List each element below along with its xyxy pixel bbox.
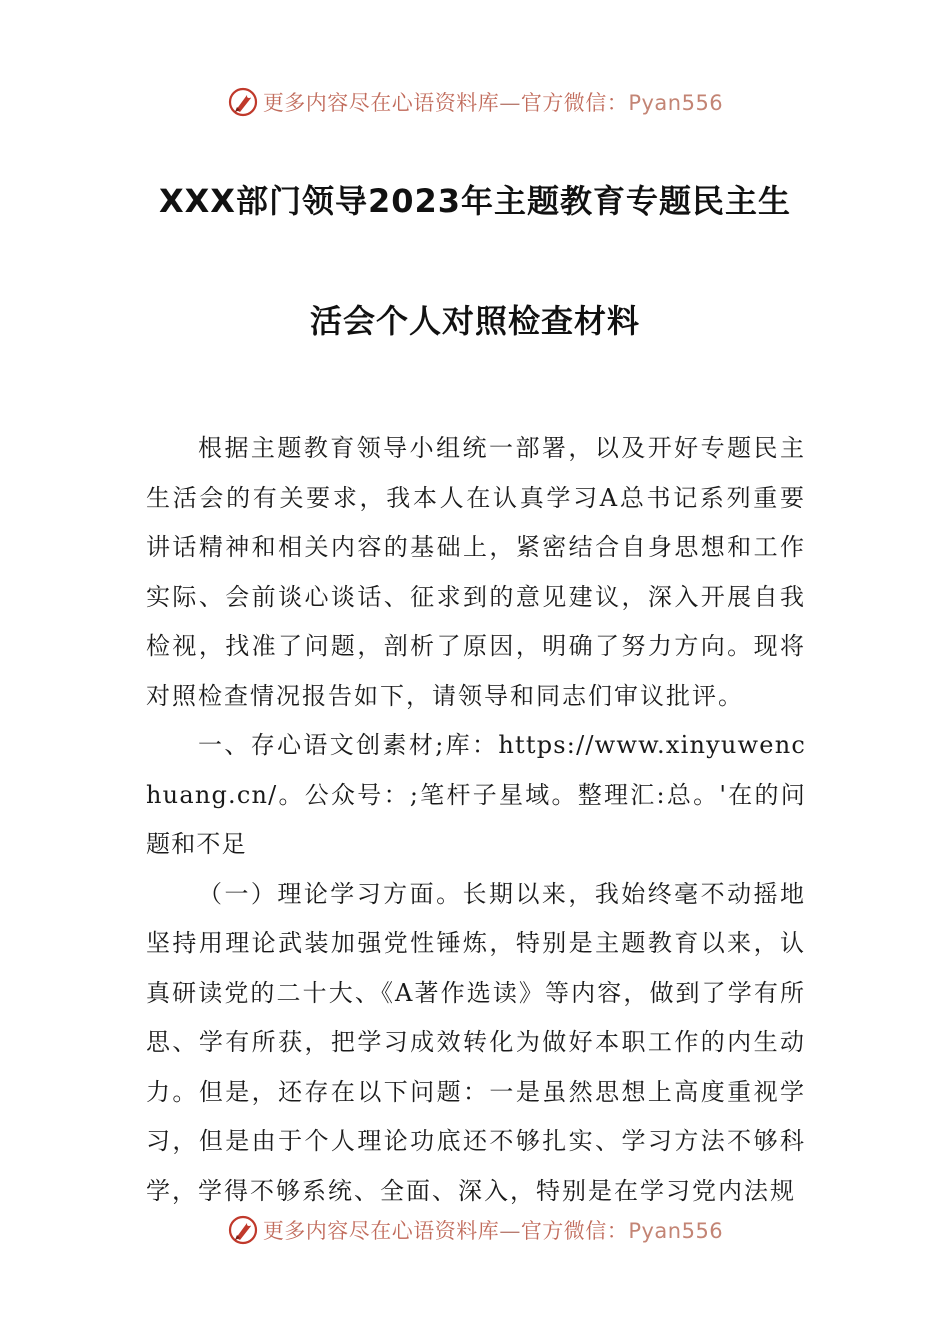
banner-slogan: 更多内容尽在心语资料库 (262, 91, 500, 115)
footer-banner (0, 1210, 950, 1250)
banner-wechat-label: 官方微信： (520, 91, 629, 115)
pen-nib-logo-icon (227, 1214, 259, 1246)
paragraph-intro: 根据主题教育领导小组统一部署，以及开好专题民主生活会的有关要求，我本人在认真学习A总书记系列重要讲话精神和相关内容的基础上，紧密结合自身思想和工作实际、会前谈心谈话、征求到的意见建议，深入开展自我检视，找准了问题，剖析了原因，明确了努力方向。现将对照检查情况报告如下，请领导和同志们审议批评。 (146, 434, 806, 710)
paragraph-section-heading: 一、存心语文创素材;库：https://www.xinyuwenchuang.cn/。公众号：;笔杆子星域。整理汇:总。'在的问题和不足 (146, 731, 806, 858)
pen-nib-logo-icon (227, 86, 259, 118)
footer-banner-separator: — (499, 1219, 521, 1243)
banner-separator: — (499, 91, 521, 115)
paragraph-theory-study: （一）理论学习方面。长期以来，我始终毫不动摇地坚持用理论武装加强党性锤炼，特别是主题教育以来，认真研读党的二十大、《A著作选读》等内容，做到了学有所思、学有所获，把学习成效转化为做好本职工作的内生动力。但是，还存在以下问题：一是虽然思想上高度重视学习，但是由于个人理论功底还不够扎实、学习方法不够科学，学得不够系统、全面、深入，特别是在学习党内法规 (146, 879, 806, 1205)
banner-wechat-id: Pyan556 (628, 91, 724, 115)
footer-banner-slogan: 更多内容尽在心语资料库 (262, 1219, 500, 1243)
header-banner (0, 82, 950, 122)
footer-banner-text (263, 1215, 723, 1245)
banner-text (263, 87, 723, 117)
document-title-line-1: XXX部门领导2023年主题教育专题民主生 (158, 182, 792, 220)
document-body (146, 424, 806, 1216)
document-title-line-2: 活会个人对照检查材料 (309, 302, 640, 340)
footer-banner-wechat-id: Pyan556 (628, 1219, 724, 1243)
footer-banner-wechat-label: 官方微信： (520, 1219, 629, 1243)
